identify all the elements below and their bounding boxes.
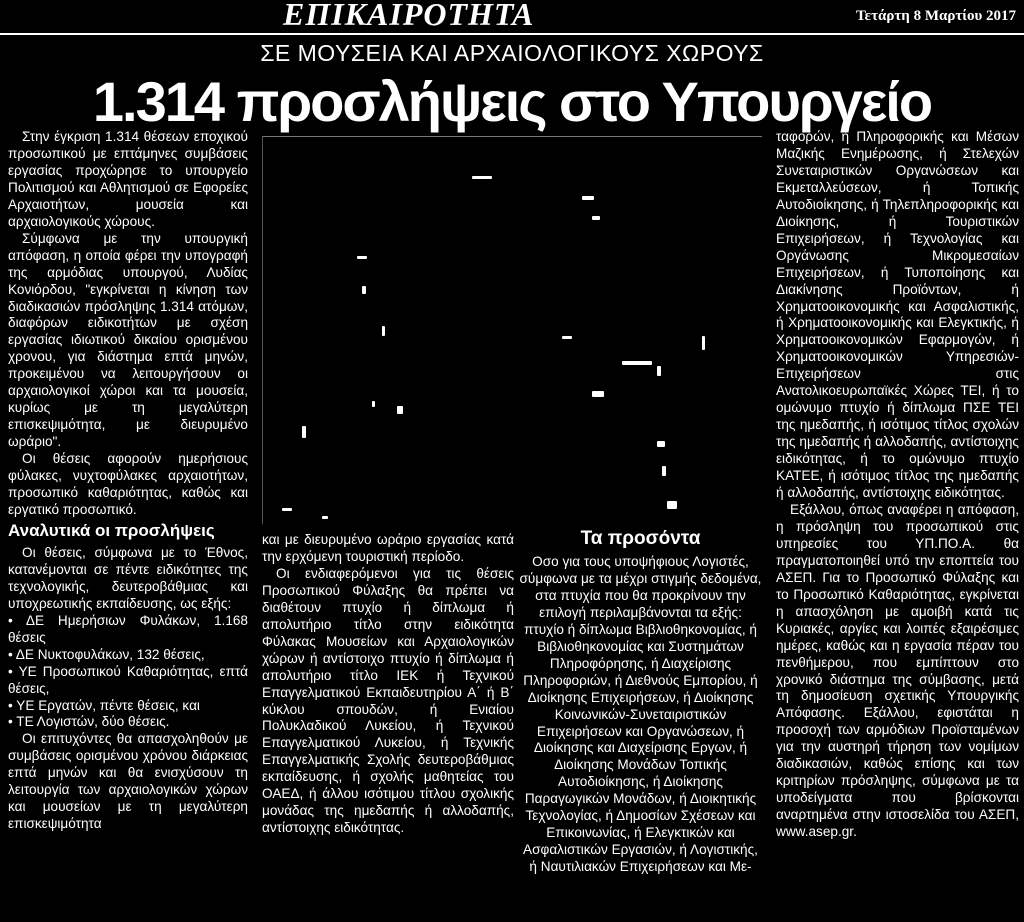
photo-speck [667, 501, 677, 509]
list-item: • ΥΕ Προσωπικού Καθαριότητας, επτά θέσεις, [8, 663, 248, 696]
photo-speck [562, 336, 572, 339]
subheading: Τα προσόντα [580, 528, 701, 549]
photo-speck [622, 361, 652, 365]
paragraph: Οι επιτυχόντες θα απασχοληθούν με συμβάσεις ορισμένου χρόνου διάρκειας επτά μηνών και θα ενισχύσουν τη λειτουργία των αρχαιολογικών χώρων και μουσείων με τη μεγαλύτερη επισκεψιμότητα [8, 731, 248, 832]
photo-speck [372, 401, 375, 407]
photo-frame [262, 136, 762, 524]
paragraph: Οσο για τους υποψήφιους Λογιστές, σύμφωνα με τα μέχρι στιγμής δεδομένα, στα πτυχία που θα προκρίνουν την επιλογή περιλαμβάνονται τα εξής: πτυχίο ή δίπλωμα Βιβλιοθηκονομίας, ή Βιβλιοθηκονομίας και Συστημάτων Πληροφόρησης, ή Διαχείρισης Πληροφοριών, ή Διεθνούς Εμπορίου, ή Διοίκησης Επιχειρήσεων, ή Διοίκησης Κοινωνικών-Συνεταιριστικών Επιχειρήσεων και Οργανώσεων, ή Διοίκησης και Διαχείρισης Εργων, ή Διοίκησης Μονάδων Τοπικής Αυτοδιοίκησης, ή Διοίκησης Παραγωγικών Μονάδων, ή Διοικητικής Τεχνολογίας, ή Δημοσίων Σχέσεων και Επικοινωνίας, ή Ελεγκτικών και Ασφαλιστικών Εργασιών, ή Λογιστικής, ή Ναυτιλιακών Επιχειρήσεων και Με- [519, 554, 762, 875]
paragraph: Σύμφωνα με την υπουργική απόφαση, η οποία φέρει την υπογραφή της αρμόδιας υπουργού, Λυδίας Κονιόρδου, "εγκρίνεται η κίνηση των διαδικασιών πρόσληψης 1.314 ατόμων, διαφόρων ειδικοτήτων με σχέση εργασίας ιδιωτικού δικαίου ορισμένου χρονου, για διάστημα επτά μηνών, προκειμένου να λειτουργήσουν οι αρχαιολογικοί χώροι και τα μουσεία, κυρίως με τη μεγαλύτερη επισκεψιμότητα, με διευρυμένο ωράριο". [8, 230, 248, 450]
paragraph: και με διευρυμένο ωράριο εργασίας κατά την ερχόμενη τουριστική περίοδο. [262, 532, 514, 564]
photo-speck [397, 406, 403, 414]
article-column-2 [262, 532, 514, 837]
paragraph: Εξάλλου, όπως αναφέρει η απόφαση, η πρόσληψη του προσωπικού στις υπηρεσίες του ΥΠ.ΠΟ.Α. θα πραγματοποιηθεί υπό την εποπτεία του ΑΣΕΠ. Για το Προσωπικό Φύλαξης και το Προσωπικό Καθαριότητας, εγκρίνεται η απασχόληση με αμοιβή κατά τις Κυριακές, αργίες και λοιπές εξαιρέσιμες ημέρες, καθώς και η εργασία πέραν του πενθήμερου, που εμπίπτουν στο χρονικό διάστημα της σύμβασης, μετά τη δημοσίευση σχετικής Υπουργικής Απόφασης. Εξάλλου, εφιστάται η προσοχή των αρμόδιων Προϊσταμένων για την αυστηρή τήρηση των νομίμων διαδικασιών, καθώς επίσης και των κριτηρίων πρόσληψης, σύμφωνα με τα υποδείγματα που βρίσκονται αναρτημένα στην ιστοσελίδα του ΑΣΕΠ, www.asep.gr. [776, 501, 1019, 840]
photo-speck [657, 441, 665, 447]
photo-speck [662, 466, 666, 476]
photo-speck [592, 216, 600, 220]
photo-speck [302, 426, 306, 438]
list-item: • ΔΕ Νυκτοφυλάκων, 132 θέσεις, [8, 646, 205, 662]
article-photo [262, 136, 762, 524]
photo-speck [322, 516, 328, 519]
article-column-4 [776, 129, 1019, 841]
article-headline: 1.314 προσλήψεις στο Υπουργείο [92, 70, 932, 133]
photo-speck [592, 391, 604, 397]
header-rule [0, 33, 1024, 35]
photo-speck [702, 336, 705, 350]
page-header [0, 0, 1024, 34]
paragraph: Στην έγκριση 1.314 θέσεων εποχικού προσωπικού με επτάμηνες συμβάσεις εργασίας προχώρησε το υπουργείο Πολιτισμού και Αθλητισμού σε Εφορείες Αρχαιοτήτων, μουσεία και αρχαιολογικούς χώρους. [8, 129, 248, 229]
article-column-3 [518, 528, 763, 876]
paragraph: Οι θέσεις, σύμφωνα με το Έθνος, κατανέμονται σε πέντε ειδικότητες της τεχνολογικής, δευτεροβάθμιας και υποχρεωτικής εκπαίδευσης, ως εξής: [8, 544, 248, 611]
list-item: • ΤΕ Λογιστών, δύο θέσεις. [8, 714, 170, 730]
photo-speck [362, 286, 366, 294]
photo-speck [382, 326, 385, 336]
list-item: • ΔΕ Ημερήσιων Φυλάκων, 1.168 θέσεις [8, 612, 248, 645]
article-column-1 [8, 129, 248, 833]
subheading: Αναλυτικά οι προσλήψεις [8, 520, 215, 540]
photo-speck [357, 256, 367, 259]
issue-date: Τετάρτη 8 Μαρτίου 2017 [856, 8, 1016, 24]
article-kicker: ΣΕ ΜΟΥΣΕΙΑ ΚΑΙ ΑΡΧΑΙΟΛΟΓΙΚΟΥΣ ΧΩΡΟΥΣ [260, 40, 764, 66]
photo-speck [582, 196, 594, 200]
paragraph: Οι θέσεις αφορούν ημερήσιους φύλακες, νυχτοφύλακες αρχαιοτήτων, προσωπικό καθαριότητας, καθώς και εργατικό προσωπικό. [8, 451, 248, 517]
paragraph: ταφορών, ή Πληροφορικής και Μέσων Μαζικής Ενημέρωσης, ή Στελεχών Συνεταιριστικών Οργανώσεων και Εκμεταλλεύσεων, ή Τοπικής Αυτοδιοίκησης, ή Τηλεπληροφορικής και Διοίκησης, ή Τουριστικών Επιχειρήσεων, ή Τεχνολογίας και Οργάνωσης Μικρομεσαίων Επιχειρήσεων, ή Τυποποίησης και Διακίνησης Προϊόντων, ή Χρηματοοικονομικής και Ασφαλιστικής, ή Χρηματοοικονομικής και Ελεγκτικής, ή Χρηματοοικονομικών Εφαρμογών, ή Χρηματοοικονομικών Υπηρεσιών-Επιχειρήσεων στις Ανατολικοευρωπαϊκές Χώρες ΤΕΙ, ή το ομώνυμο πτυχίο ή δίπλωμα ΠΣΕ ΤΕΙ της ημεδαπής, ή ισότιμος τίτλος σχολών της ημεδαπής ή αλλοδαπής, αντίστοιχης ειδικότητας, ή το ομώνυμο πτυχίο ΚΑΤΕΕ, ή ισότιμος τίτλος της ημεδαπής ή αλλοδαπής, αντίστοιχης ειδικότητας. [776, 129, 1019, 501]
photo-speck [472, 176, 492, 179]
paragraph: Οι ενδιαφερόμενοι για τις θέσεις Προσωπικού Φύλαξης θα πρέπει να διαθέτουν πτυχίο ή δίπλωμα ή απολυτήριο τίτλο στην ειδικότητα Φύλακας Μουσείων και Αρχαιολογικών χώρων ή αντίστοιχο πτυχίο ή δίπλωμα ή απολυτήριο τίτλο ΙΕΚ ή Τεχνικού Επαγγελματικού Εκπαιδευτηρίου Α΄ ή Β΄ κύκλου σπουδών, ή Ενιαίου Πολυκλαδικού Λυκείου, ή Τεχνικού Επαγγελματικού Λυκείου, ή Τεχνικής Επαγγελματικής Σχολής δευτεροβάθμιας εκπαίδευσης, ή σχολής μαθητείας του ΟΑΕΔ, ή άλλου ισότιμου τίτλου σχολικής μονάδας της ημεδαπής ή αλλοδαπής, αντίστοιχης ειδικότητας. [262, 565, 514, 836]
photo-speck [282, 508, 292, 511]
list-item: • ΥΕ Εργατών, πέντε θέσεις, και [8, 697, 200, 713]
photo-speck [657, 366, 661, 376]
section-title: ΕΠΙΚΑΙΡΟΤΗΤΑ [283, 0, 535, 32]
